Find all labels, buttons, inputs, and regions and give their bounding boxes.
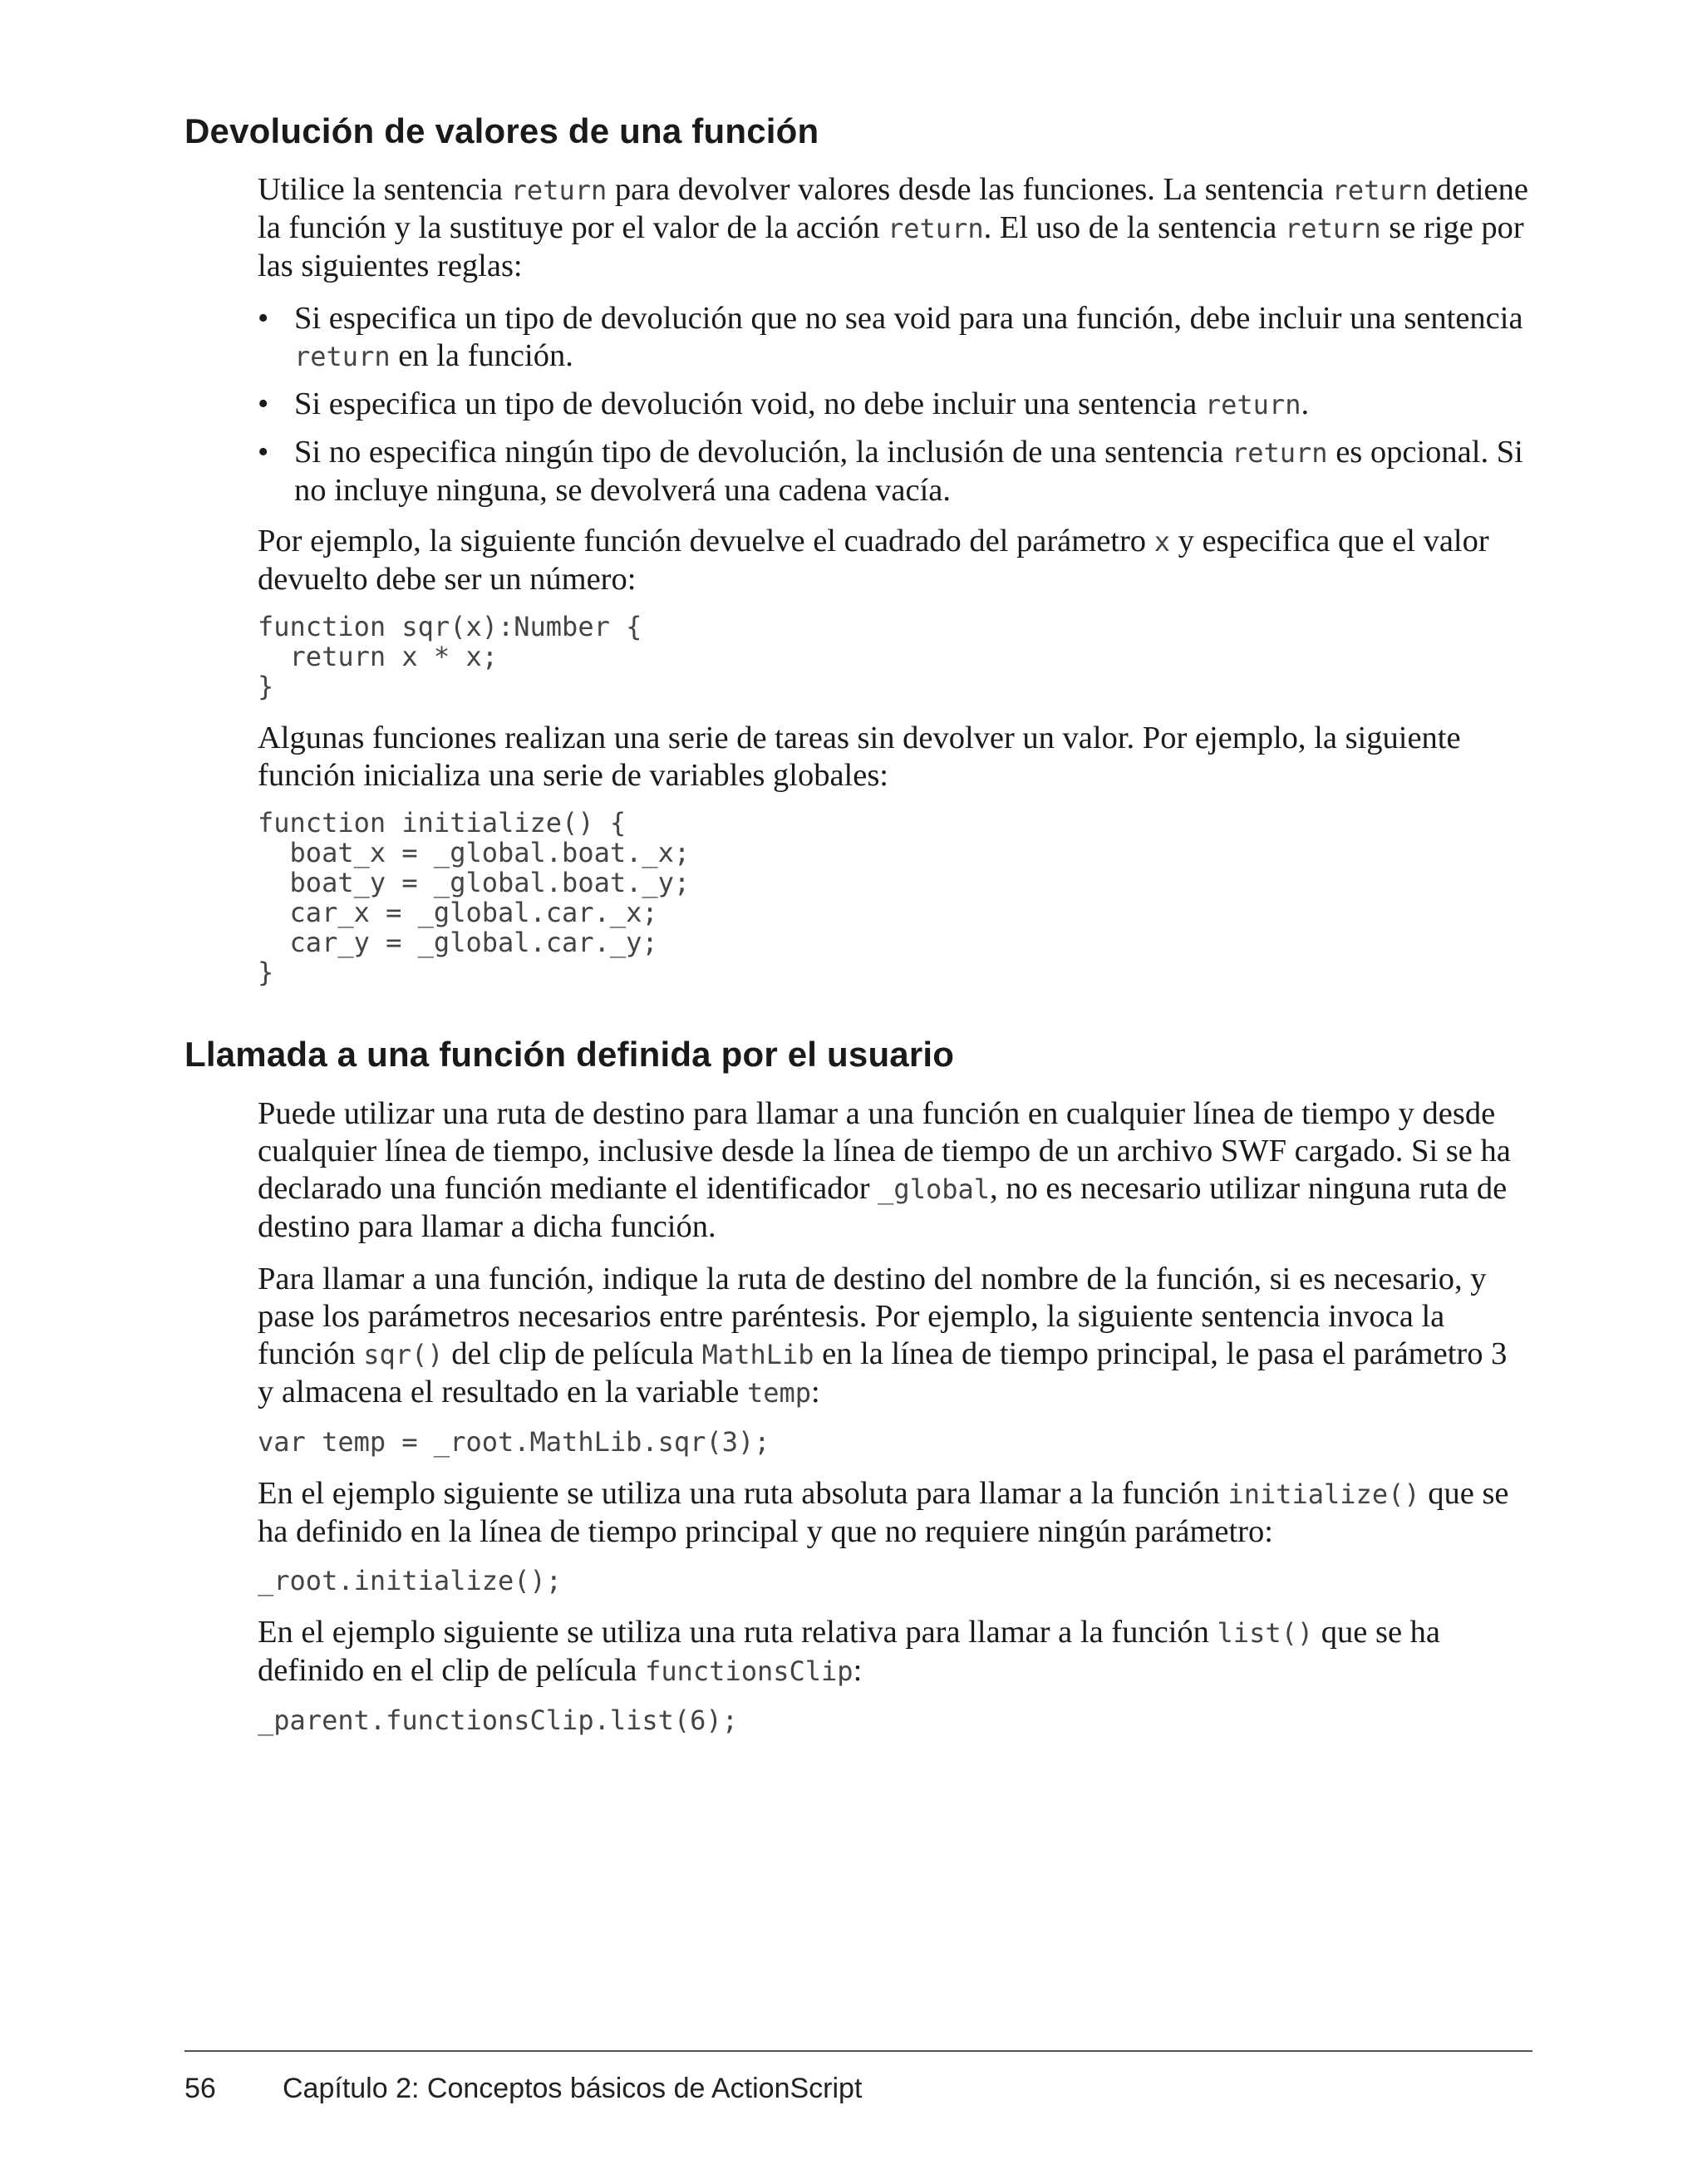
paragraph-absolute-path: En el ejemplo siguiente se utiliza una ruta absoluta para llamar a la función initialize() que se ha definido en la línea de tiempo principal y que no requiere ningún parámetro: bbox=[258, 1476, 1509, 1549]
inline-code: MathLib bbox=[701, 1339, 814, 1370]
section-return-values-body bbox=[258, 171, 1529, 987]
inline-code: x bbox=[1154, 526, 1170, 558]
paragraph-return-intro: Utilice la sentencia return para devolver valores desde las funciones. La sentencia return detiene la función y la sustituye por el valor de la acción return. El uso de la sentencia return se rige por las siguientes reglas: bbox=[258, 172, 1528, 283]
code-block-root-initialize: _root.initialize(); bbox=[258, 1565, 563, 1596]
inline-code: return bbox=[1204, 389, 1301, 421]
inline-code: return bbox=[888, 213, 984, 244]
inline-code: _global bbox=[878, 1173, 991, 1205]
paragraph-call-function: Para llamar a una función, indique la ruta de destino del nombre de la función, si es necesario, y pase los parámetros necesarios entre paréntesis. Por ejemplo, la siguiente sentencia invoca la función sqr() del clip de película MathLib en la línea de tiempo principal, le pasa el parámetro 3 y almacena el resultado en la variable temp: bbox=[258, 1262, 1508, 1409]
paragraph-sqr-example: Por ejemplo, la siguiente función devuelve el cuadrado del parámetro x y especifica que el valor devuelto debe ser un número: bbox=[258, 524, 1489, 597]
inline-code: return bbox=[1231, 437, 1328, 469]
inline-code: return bbox=[510, 175, 608, 206]
inline-code: sqr() bbox=[363, 1339, 444, 1370]
code-block-initialize: function initialize() { boat_x = _global.boat._x; boat_y = _global.boat._y; car_x = _global.car._x; car_y = _global.car._y; } bbox=[258, 807, 691, 988]
bullet-icon: • bbox=[258, 301, 269, 336]
inline-code: return bbox=[294, 341, 391, 372]
page-footer bbox=[184, 2073, 862, 2105]
code-block-mathlib: var temp = _root.MathLib.sqr(3); bbox=[258, 1426, 770, 1458]
section-user-function-body bbox=[258, 1095, 1529, 1735]
code-block-sqr: function sqr(x):Number { return x * x; } bbox=[258, 611, 642, 702]
inline-code: return bbox=[1285, 213, 1381, 244]
list-item: • Si especifica un tipo de devolución que no sea void para una función, debe incluir una sentencia return en la función. bbox=[258, 301, 1523, 373]
inline-code: list() bbox=[1217, 1617, 1314, 1649]
section-heading-user-function: Llamada a una función definida por el usuario bbox=[184, 1035, 955, 1074]
list-item: • Si no especifica ningún tipo de devolución, la inclusión de una sentencia return es opcional. Si no incluye ninguna, se devolverá una cadena vacía. bbox=[258, 435, 1523, 508]
list-item: • Si especifica un tipo de devolución void, no debe incluir una sentencia return. bbox=[258, 386, 1310, 421]
inline-code: return bbox=[1331, 175, 1429, 206]
inline-code: initialize() bbox=[1227, 1478, 1420, 1510]
inline-code: functionsClip bbox=[645, 1655, 853, 1687]
paragraph-target-path: Puede utilizar una ruta de destino para llamar a una función en cualquier línea de tiempo y desde cualquier línea de tiempo, inclusive desde la línea de tiempo de un archivo SWF cargado. Si se ha declarado una función mediante el identificador _global, no es necesario utilizar ninguna ruta de destino para llamar a dicha función. bbox=[258, 1096, 1511, 1244]
paragraph-relative-path: En el ejemplo siguiente se utiliza una ruta relativa para llamar a la función list() que se ha definido en el clip de película functionsClip: bbox=[258, 1615, 1440, 1688]
page-number: 56 bbox=[184, 2073, 216, 2104]
chapter-title: Capítulo 2: Conceptos básicos de ActionScript bbox=[283, 2073, 863, 2104]
inline-code: temp bbox=[746, 1377, 812, 1409]
bullet-icon: • bbox=[258, 386, 269, 421]
code-block-functionsclip: _parent.functionsClip.list(6); bbox=[258, 1704, 738, 1736]
section-heading-return-values: Devolución de valores de una función bbox=[184, 111, 819, 150]
return-rules-list bbox=[258, 300, 1529, 509]
paragraph-initialize-example: Algunas funciones realizan una serie de tareas sin devolver un valor. Por ejemplo, la siguiente función inicializa una serie de variables globales: bbox=[258, 721, 1461, 793]
footer-divider bbox=[184, 2050, 1532, 2052]
bullet-icon: • bbox=[258, 435, 269, 470]
